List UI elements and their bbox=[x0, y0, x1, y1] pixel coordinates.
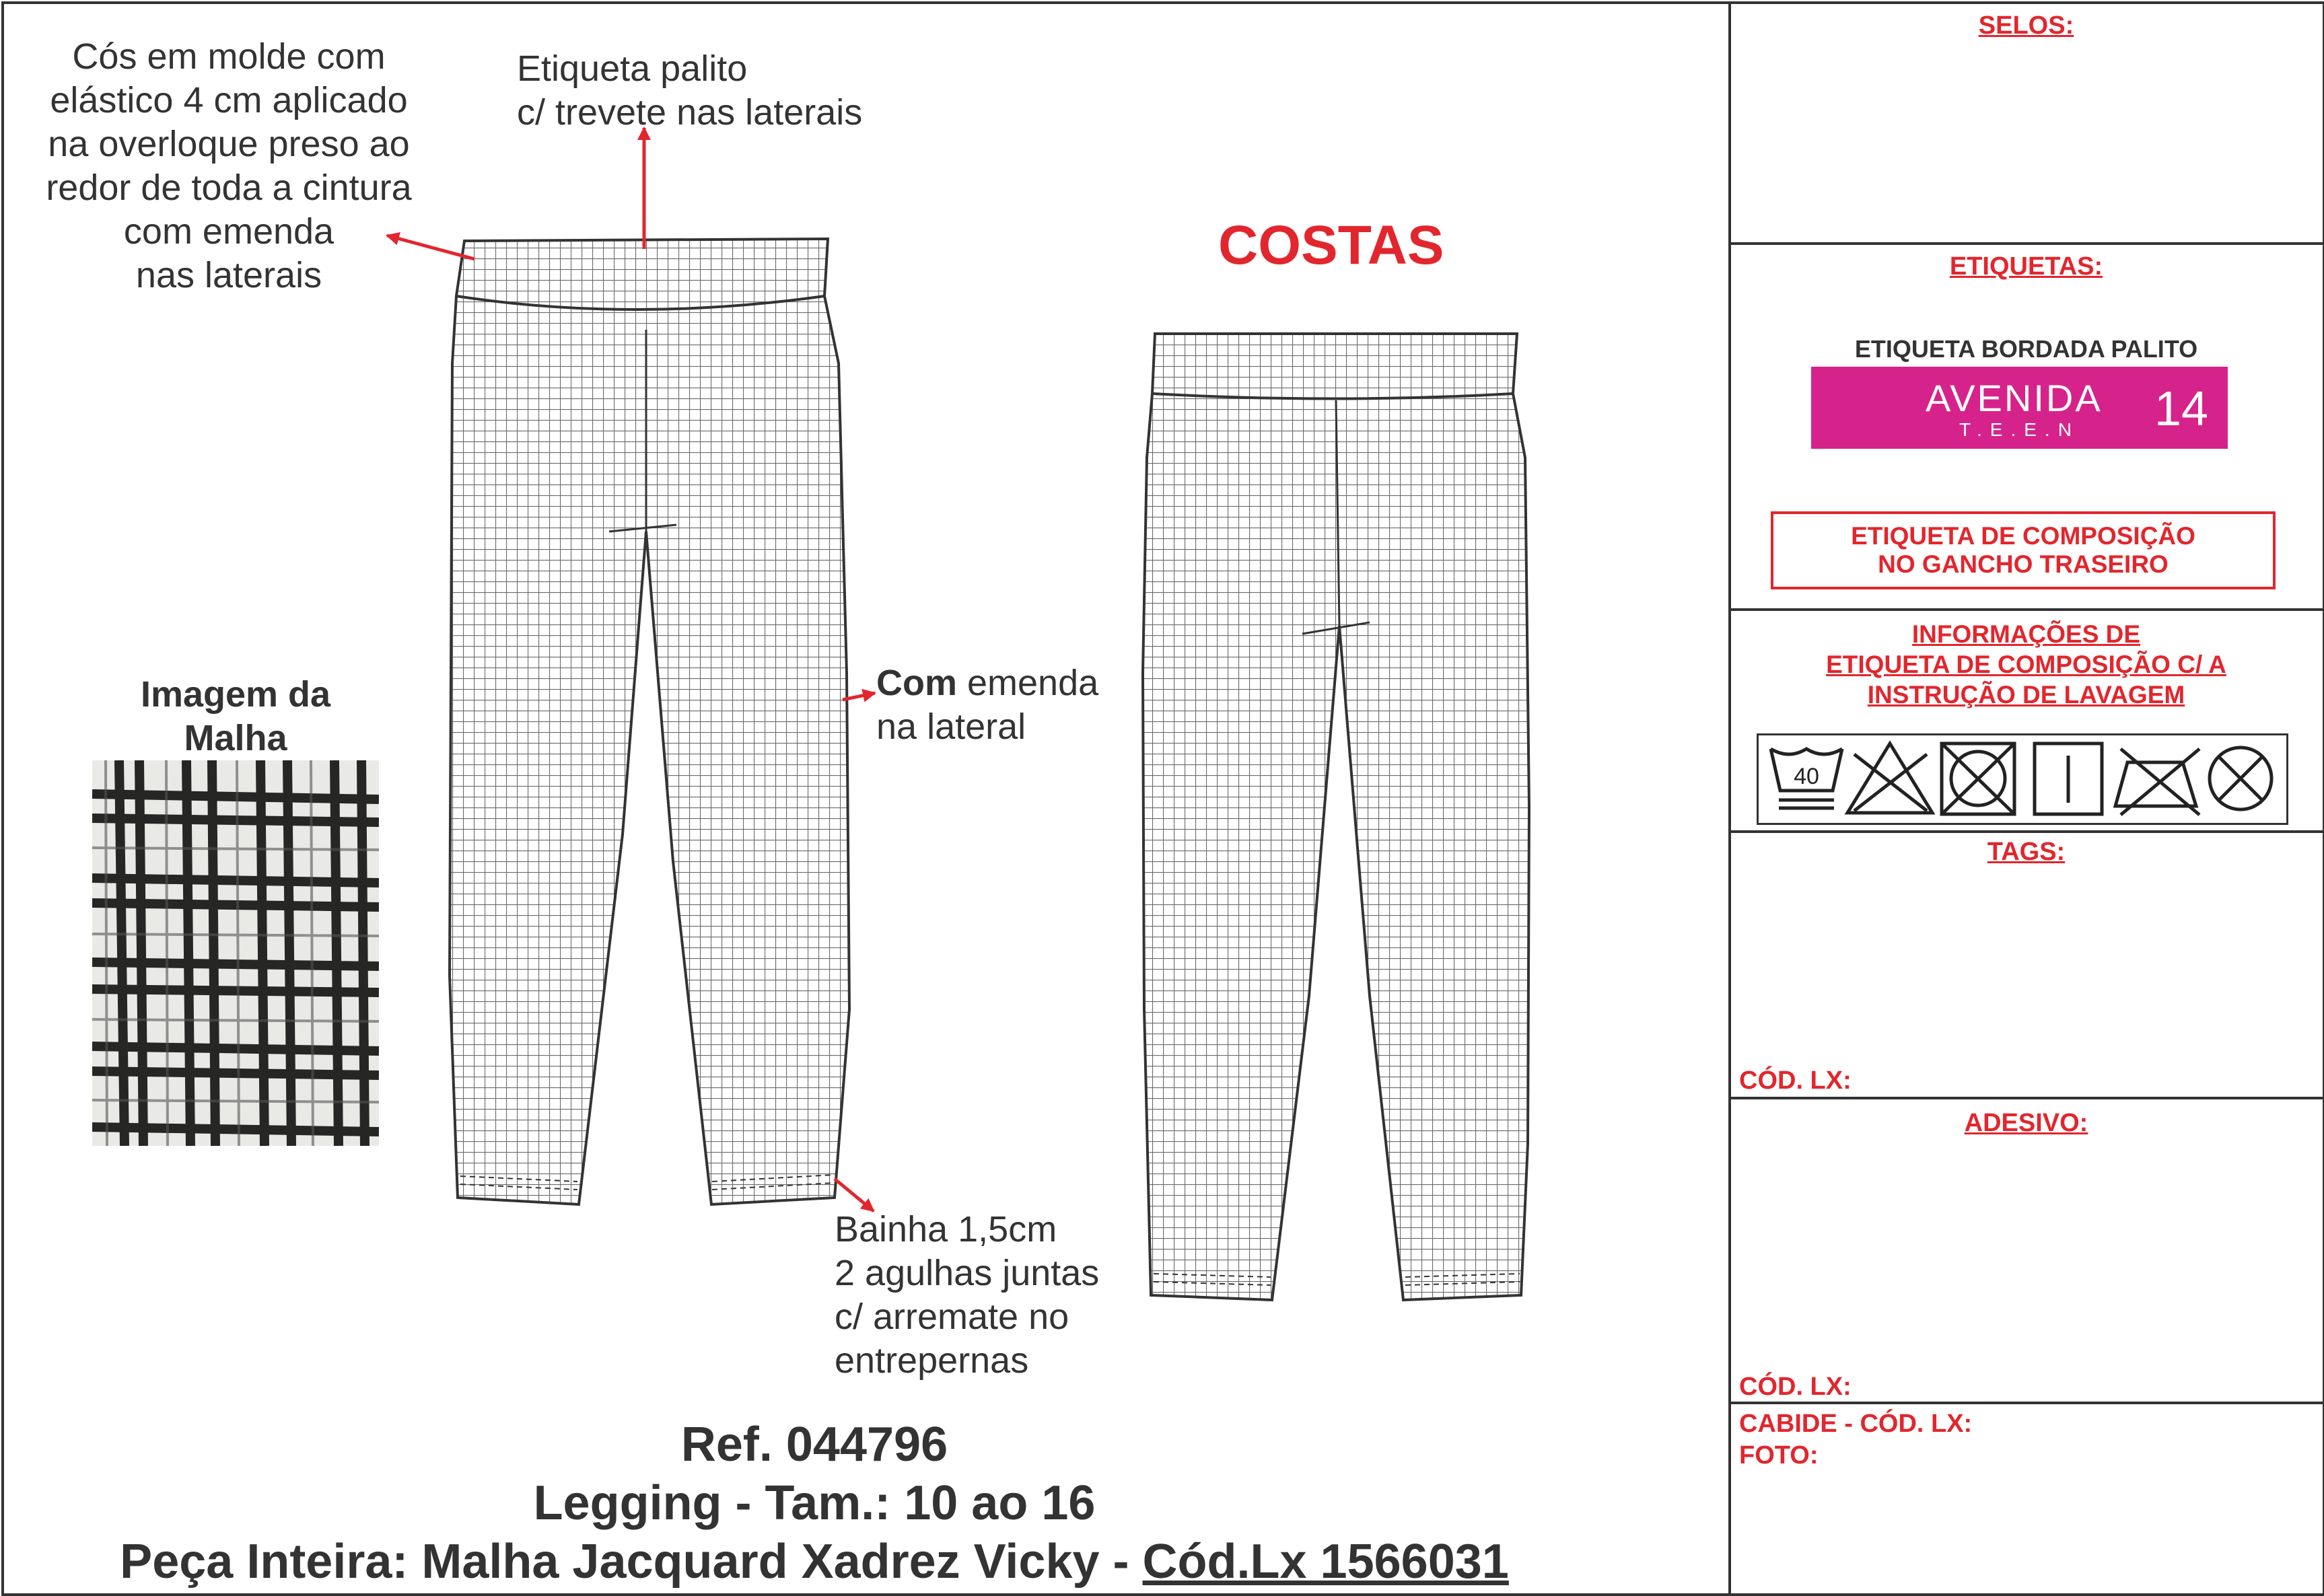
no-bleach-icon bbox=[1847, 743, 1932, 813]
fabric-description: Peça Inteira: Malha Jacquard Xadrez Vicky - bbox=[120, 1535, 1143, 1589]
fabric-code: Cód.Lx 1566031 bbox=[1142, 1535, 1509, 1589]
adesivo-heading: ADESIVO: bbox=[1964, 1109, 2088, 1137]
cod-lx-label: CÓD. LX: bbox=[1739, 1373, 1852, 1401]
panel-divider bbox=[1728, 1, 1731, 1593]
embroidered-label-title: ETIQUETA BORDADA PALITO bbox=[1854, 335, 2198, 363]
hanger-code-label: CABIDE - CÓD. LX: bbox=[1739, 1410, 1973, 1438]
composition-label-text: ETIQUETA DE COMPOSIÇÃO NO GANCHO TRASEIRO bbox=[1851, 522, 2195, 578]
panel-separator bbox=[1730, 830, 2323, 833]
no-tumble-dry-icon bbox=[1942, 743, 2014, 814]
panel-separator bbox=[1730, 608, 2323, 611]
hem-note: Bainha 1,5cm 2 agulhas juntas c/ arremate no entrepernas bbox=[835, 1209, 1100, 1381]
selos-heading: SELOS: bbox=[1978, 11, 2074, 40]
no-dry-clean-icon bbox=[2210, 748, 2272, 809]
side-seam-text: emenda na lateral bbox=[876, 663, 1099, 747]
product-name-size: Legging - Tam.: 10 ao 16 bbox=[533, 1476, 1096, 1530]
waistband-note: Cós em molde com elástico 4 cm aplicado na overloque preso ao redor de toda a cintura com emenda nas laterais bbox=[46, 36, 412, 295]
line-dry-icon bbox=[2035, 743, 2102, 814]
label-size: 14 bbox=[2154, 382, 2209, 436]
care-info-heading: INFORMAÇÕES DE ETIQUETA DE COMPOSIÇÃO C/ A INSTRUÇÃO DE LAVAGEM bbox=[1826, 620, 2226, 709]
fabric-image-label: Imagem da Malha bbox=[140, 674, 331, 758]
brand-logo-text: AVENIDA bbox=[1926, 377, 2103, 419]
svg-text:40: 40 bbox=[1794, 764, 1819, 789]
label-note: Etiqueta palito c/ trevete nas laterais bbox=[517, 48, 863, 133]
panel-separator bbox=[1730, 1097, 2323, 1099]
product-fabric-line bbox=[0, 1534, 1629, 1589]
care-symbols-box bbox=[1757, 733, 2288, 825]
wash-40-icon bbox=[1771, 749, 1842, 808]
back-view-title: COSTAS bbox=[1218, 215, 1444, 276]
brand-label bbox=[1811, 367, 2228, 449]
no-iron-icon bbox=[2115, 749, 2199, 815]
composition-label-box bbox=[1771, 511, 2276, 589]
side-seam-bold: Com bbox=[876, 663, 957, 703]
tags-heading: TAGS: bbox=[1987, 838, 2066, 866]
cod-lx-label: CÓD. LX: bbox=[1739, 1066, 1852, 1095]
fabric-swatch-image bbox=[92, 760, 379, 1146]
panel-separator bbox=[1730, 1402, 2323, 1404]
photo-label: FOTO: bbox=[1739, 1441, 1819, 1470]
etiquetas-heading: ETIQUETAS: bbox=[1949, 252, 2103, 281]
product-ref: Ref. 044796 bbox=[680, 1418, 948, 1472]
panel-separator bbox=[1730, 242, 2323, 245]
brand-logo-sub: T.E.E.N bbox=[1959, 419, 2080, 440]
side-seam-note bbox=[876, 661, 1098, 749]
